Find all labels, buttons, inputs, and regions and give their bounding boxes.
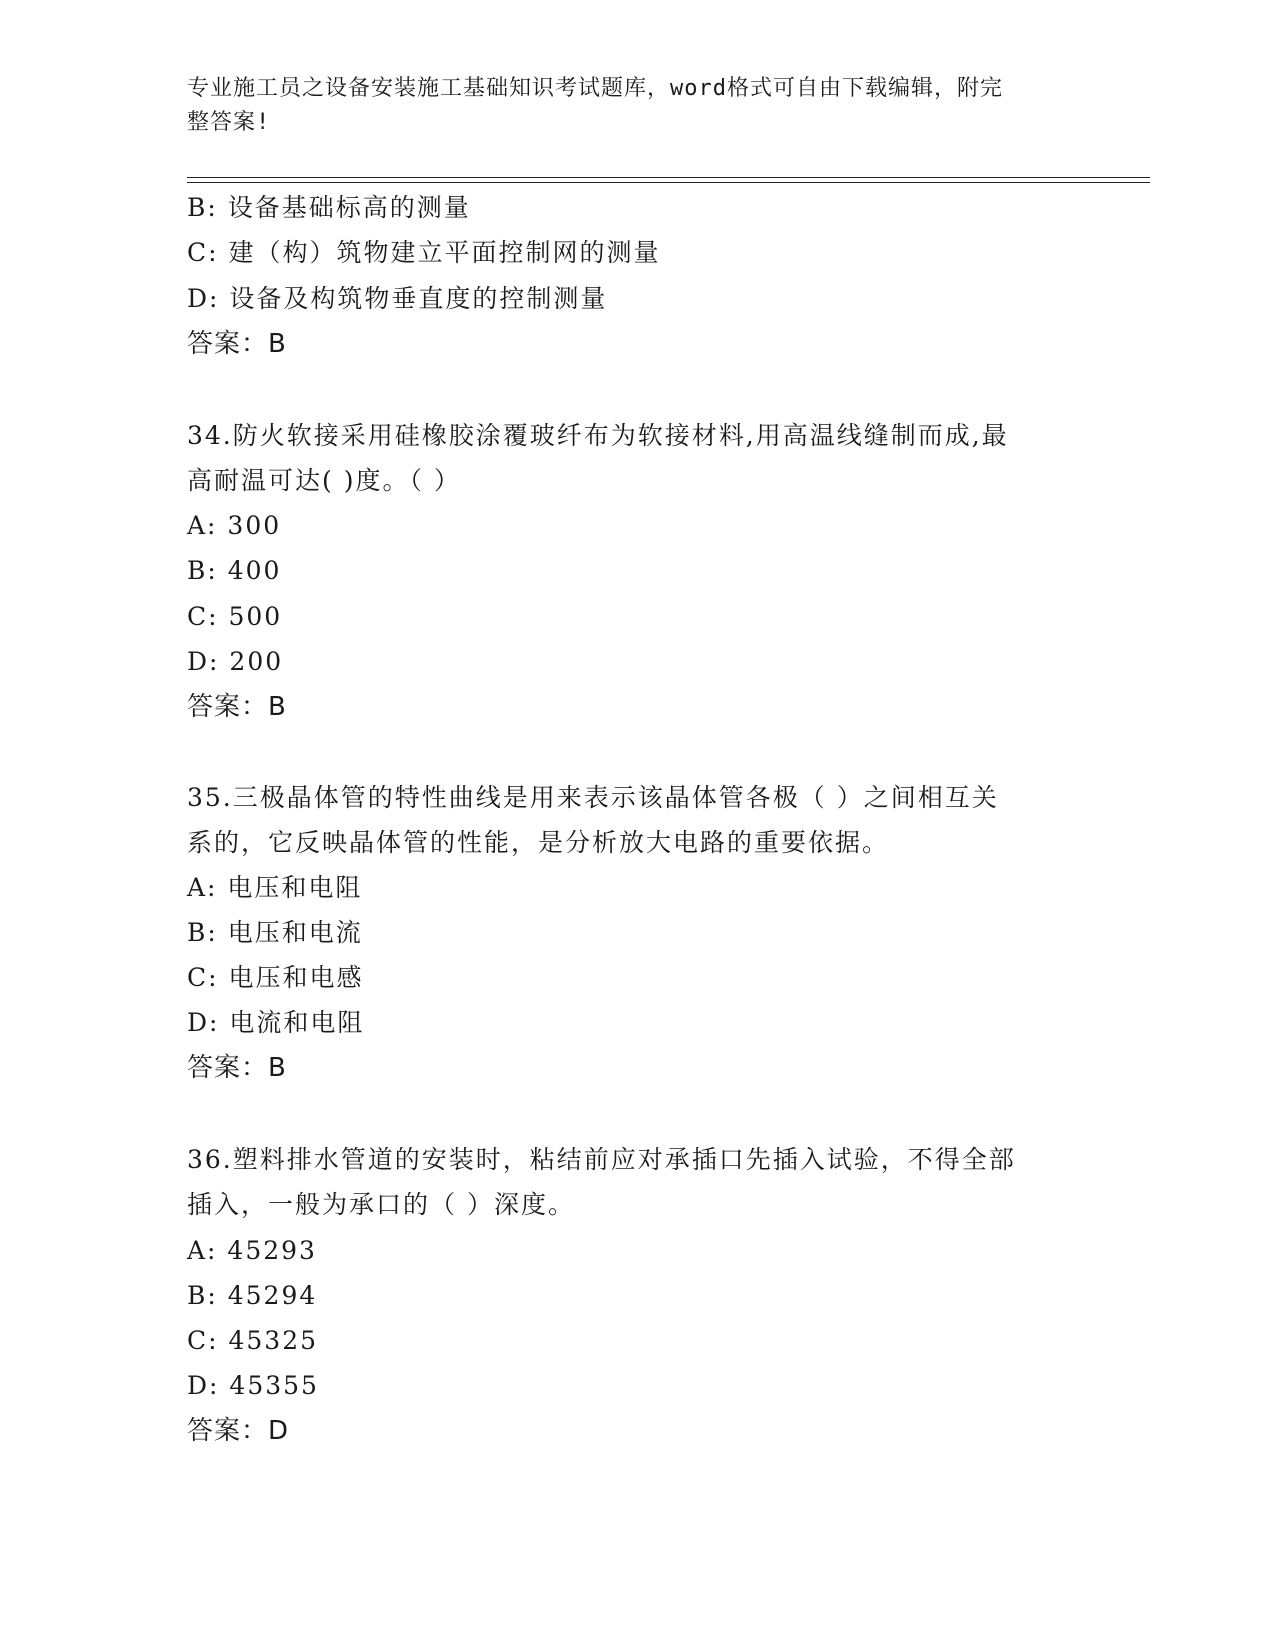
- q34-stem-line-1: 34.防火软接采用硅橡胶涂覆玻纤布为软接材料,用高温线缝制而成,最: [187, 421, 1009, 450]
- header-divider-bottom: [187, 182, 1150, 183]
- q35-option-c: C: 电压和电感: [187, 963, 364, 992]
- q35-option-a: A: 电压和电阻: [187, 873, 363, 902]
- q34-option-a: A: 300: [187, 511, 282, 540]
- q33-option-b: B: 设备基础标高的测量: [187, 193, 471, 222]
- q34-option-c: C: 500: [187, 602, 283, 631]
- q34-option-b: B: 400: [187, 556, 282, 585]
- q33-option-c: C: 建（构）筑物建立平面控制网的测量: [187, 238, 661, 267]
- q36-option-c: C: 45325: [187, 1326, 319, 1355]
- header-line-2: 整答案!: [187, 110, 271, 135]
- q33-answer: 答案：B: [187, 329, 287, 359]
- q33-option-d: D: 设备及构筑物垂直度的控制测量: [187, 284, 608, 313]
- q35-option-d: D: 电流和电阻: [187, 1008, 365, 1037]
- q36-option-a: A: 45293: [187, 1236, 317, 1265]
- q36-stem-line-2: 插入，一般为承口的（ ）深度。: [187, 1190, 575, 1219]
- q35-answer: 答案：B: [187, 1053, 287, 1083]
- header-divider-top: [187, 177, 1150, 178]
- document-header: [187, 72, 1067, 140]
- q34-answer: 答案：B: [187, 692, 287, 722]
- q34-stem-line-2: 高耐温可达( )度。（ ）: [187, 466, 461, 495]
- q35-stem-line-2: 系的，它反映晶体管的性能，是分析放大电路的重要依据。: [187, 828, 890, 857]
- q35-option-b: B: 电压和电流: [187, 918, 363, 947]
- header-line-1: 专业施工员之设备安装施工基础知识考试题库，word格式可自由下载编辑，附完: [187, 76, 1003, 101]
- q36-option-d: D: 45355: [187, 1371, 319, 1400]
- q34-option-d: D: 200: [187, 647, 284, 676]
- q36-option-b: B: 45294: [187, 1281, 318, 1310]
- q36-answer: 答案：D: [187, 1416, 290, 1446]
- q36-stem-line-1: 36.塑料排水管道的安装时，粘结前应对承插口先插入试验，不得全部: [187, 1145, 1016, 1174]
- q35-stem-line-1: 35.三极晶体管的特性曲线是用来表示该晶体管各极（ ）之间相互关: [187, 783, 999, 812]
